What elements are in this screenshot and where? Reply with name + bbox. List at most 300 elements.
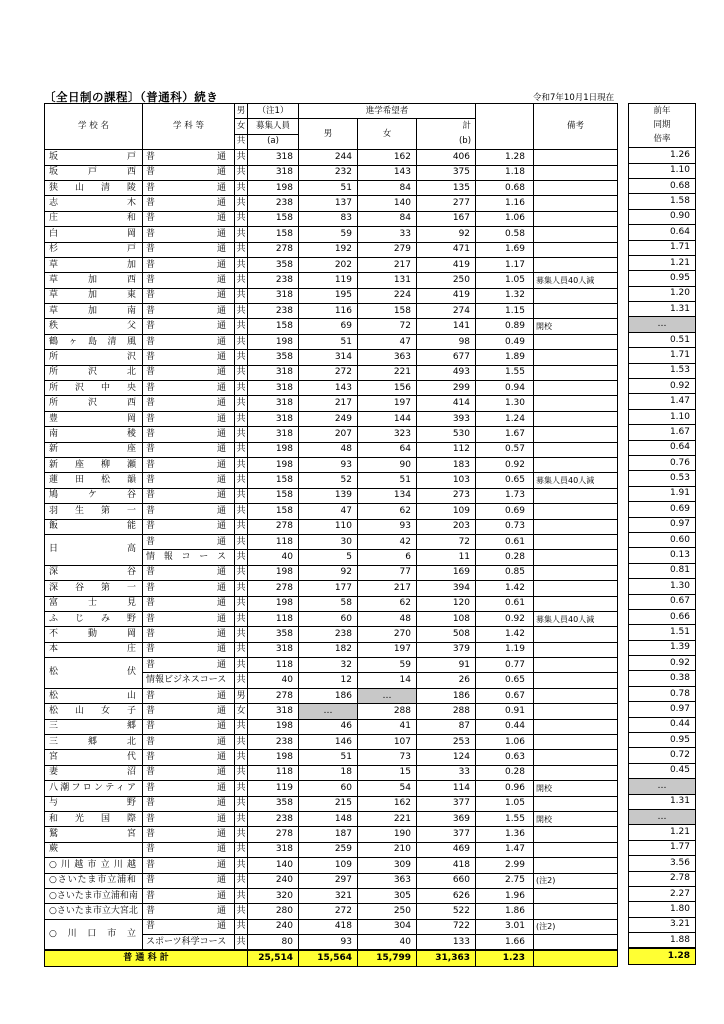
- remarks-note: [534, 888, 618, 903]
- male-count: 232: [299, 165, 358, 180]
- female-count: 131: [358, 273, 417, 288]
- remarks-note: [534, 396, 618, 411]
- female-count: 51: [358, 473, 417, 488]
- course-name: 普 通: [143, 781, 235, 796]
- prev-ratio-value: 0.64: [629, 225, 696, 240]
- remarks-note: [534, 442, 618, 457]
- total-count: 379: [417, 642, 476, 657]
- male-count: 109: [299, 858, 358, 873]
- capacity-value: 198: [248, 457, 299, 472]
- course-name: 普 通: [143, 304, 235, 319]
- sex-type: 共: [235, 673, 248, 688]
- prev-ratio-value: …: [629, 809, 696, 824]
- school-name: 深 谷 第 一: [45, 581, 143, 596]
- capacity-value: 238: [248, 811, 299, 826]
- course-name: 普 通: [143, 765, 235, 780]
- sex-type: 共: [235, 180, 248, 195]
- sex-type: 共: [235, 304, 248, 319]
- female-count: 59: [358, 658, 417, 673]
- table-row: [45, 765, 618, 780]
- course-name: 普 通: [143, 858, 235, 873]
- ratio-value: 1.30: [476, 396, 534, 411]
- remarks-note: 開校: [534, 319, 618, 334]
- capacity-value: 158: [248, 504, 299, 519]
- capacity-value: 318: [248, 381, 299, 396]
- table-row: [629, 594, 696, 609]
- sex-type: 共: [235, 288, 248, 303]
- remarks-note: [534, 180, 618, 195]
- male-count: 47: [299, 504, 358, 519]
- table-row: [45, 565, 618, 580]
- prev-ratio-value: 1.31: [629, 794, 696, 809]
- capacity-value: 280: [248, 904, 299, 919]
- total-count: 414: [417, 396, 476, 411]
- sex-type: 共: [235, 842, 248, 857]
- ratio-value: 1.36: [476, 827, 534, 842]
- total-count: 141: [417, 319, 476, 334]
- table-row: [45, 196, 618, 211]
- course-name: 普 通: [143, 719, 235, 734]
- header-course: 学 科 等: [143, 104, 235, 150]
- total-count: 167: [417, 211, 476, 226]
- course-name: 普 通: [143, 196, 235, 211]
- female-count: 40: [358, 935, 417, 951]
- capacity-value: 118: [248, 765, 299, 780]
- table-row: [45, 319, 618, 334]
- table-row: [45, 519, 618, 534]
- school-name: 本 庄: [45, 642, 143, 657]
- remarks-note: [534, 750, 618, 765]
- table-row: [629, 702, 696, 717]
- ratio-value: 0.58: [476, 227, 534, 242]
- table-row: [629, 363, 696, 378]
- ratio-value: 0.57: [476, 442, 534, 457]
- school-name: 坂 戸: [45, 150, 143, 165]
- header-prev-1: 前年: [629, 104, 696, 119]
- prev-ratio-value: 0.72: [629, 748, 696, 763]
- total-count: 394: [417, 581, 476, 596]
- sex-type: 共: [235, 165, 248, 180]
- course-name: 普 通: [143, 842, 235, 857]
- prev-ratio-value: 1.31: [629, 302, 696, 317]
- remarks-note: [534, 504, 618, 519]
- female-count: 15: [358, 765, 417, 780]
- remarks-note: [534, 796, 618, 811]
- female-count: 250: [358, 904, 417, 919]
- school-name: 八潮フロンティア: [45, 781, 143, 796]
- header-applicants: 進学希望者: [299, 104, 476, 119]
- total-count: 493: [417, 365, 476, 380]
- male-count: 59: [299, 227, 358, 242]
- header-cap-3: (a): [248, 134, 299, 149]
- school-name: 飯 能: [45, 519, 143, 534]
- capacity-value: 318: [248, 365, 299, 380]
- ratio-value: 0.92: [476, 457, 534, 472]
- capacity-value: 358: [248, 627, 299, 642]
- course-name: 普 通: [143, 180, 235, 195]
- course-name: 普 通: [143, 581, 235, 596]
- capacity-value: 358: [248, 350, 299, 365]
- total-count: 419: [417, 288, 476, 303]
- ratio-value: 0.85: [476, 565, 534, 580]
- capacity-value: 158: [248, 488, 299, 503]
- course-name: 普 通: [143, 904, 235, 919]
- male-count: 92: [299, 565, 358, 580]
- ratio-value: 1.67: [476, 427, 534, 442]
- prev-ratio-value: 1.47: [629, 394, 696, 409]
- male-count: 272: [299, 365, 358, 380]
- table-row: [629, 856, 696, 871]
- sex-type: 共: [235, 504, 248, 519]
- table-row: [629, 255, 696, 270]
- male-count: 110: [299, 519, 358, 534]
- table-row: [629, 394, 696, 409]
- sex-type: 共: [235, 935, 248, 951]
- table-row: [629, 548, 696, 563]
- sex-type: 共: [235, 211, 248, 226]
- school-name: 杉 戸: [45, 242, 143, 257]
- prev-ratio-value: 1.71: [629, 348, 696, 363]
- remarks-note: [534, 381, 618, 396]
- ratio-value: 1.15: [476, 304, 534, 319]
- capacity-value: 198: [248, 750, 299, 765]
- table-row: [45, 888, 618, 903]
- page-title: 〔全日制の課程〕（普通科）続き: [44, 90, 219, 104]
- school-name: 鳩 ケ 谷: [45, 488, 143, 503]
- course-name: 普 通: [143, 334, 235, 349]
- table-row: [45, 719, 618, 734]
- table-row: [629, 271, 696, 286]
- ratio-value: 0.61: [476, 534, 534, 549]
- school-name: 松 山: [45, 688, 143, 703]
- sex-type: 共: [235, 627, 248, 642]
- remarks-note: [534, 827, 618, 842]
- school-name: 所 沢: [45, 350, 143, 365]
- female-count: 144: [358, 411, 417, 426]
- course-name: 普 通: [143, 396, 235, 411]
- remarks-note: [534, 765, 618, 780]
- sex-type: 共: [235, 350, 248, 365]
- capacity-value: 318: [248, 842, 299, 857]
- capacity-value: 238: [248, 196, 299, 211]
- course-name: 普 通: [143, 381, 235, 396]
- course-name: 普 通: [143, 658, 235, 673]
- school-name: 松 伏: [45, 658, 143, 689]
- ratio-value: 0.61: [476, 596, 534, 611]
- school-name: 白 岡: [45, 227, 143, 242]
- female-count: 143: [358, 165, 417, 180]
- male-count: 217: [299, 396, 358, 411]
- ratio-value: 0.65: [476, 673, 534, 688]
- prev-ratio-value: 0.13: [629, 548, 696, 563]
- sex-type: 共: [235, 150, 248, 165]
- remarks-note: [534, 565, 618, 580]
- prev-ratio-value: 1.10: [629, 409, 696, 424]
- prev-ratio-value: 0.76: [629, 455, 696, 470]
- prev-ratio-value: 1.67: [629, 425, 696, 440]
- total-count: 203: [417, 519, 476, 534]
- male-count: 51: [299, 334, 358, 349]
- female-count: 42: [358, 534, 417, 549]
- sex-type: 共: [235, 611, 248, 626]
- capacity-value: 198: [248, 719, 299, 734]
- course-name: 普 通: [143, 211, 235, 226]
- male-count: 32: [299, 658, 358, 673]
- sex-type: 共: [235, 196, 248, 211]
- male-count: 186: [299, 688, 358, 703]
- header-total-2: (b): [417, 134, 476, 149]
- total-count: 112: [417, 442, 476, 457]
- total-count: 660: [417, 873, 476, 888]
- remarks-note: [534, 627, 618, 642]
- female-count: 14: [358, 673, 417, 688]
- remarks-note: [534, 688, 618, 703]
- school-name: 志 木: [45, 196, 143, 211]
- table-row: [629, 794, 696, 809]
- sex-type: 共: [235, 227, 248, 242]
- female-count: 54: [358, 781, 417, 796]
- table-row: [45, 304, 618, 319]
- school-name: ふ じ み 野: [45, 611, 143, 626]
- remarks-note: [534, 904, 618, 919]
- male-count: 5: [299, 550, 358, 565]
- female-count: 47: [358, 334, 417, 349]
- total-count: 522: [417, 904, 476, 919]
- total-count: 375: [417, 165, 476, 180]
- ratio-value: 1.17: [476, 257, 534, 272]
- female-count: 224: [358, 288, 417, 303]
- table-row: [629, 579, 696, 594]
- female-count: 77: [358, 565, 417, 580]
- table-row: [629, 886, 696, 901]
- ratio-value: 1.47: [476, 842, 534, 857]
- capacity-value: 278: [248, 581, 299, 596]
- female-count: 93: [358, 519, 417, 534]
- male-count: 52: [299, 473, 358, 488]
- table-row: [45, 873, 618, 888]
- total-ratio: 1.23: [476, 950, 534, 966]
- ratio-value: 3.01: [476, 919, 534, 934]
- sex-type: 共: [235, 411, 248, 426]
- remarks-note: [534, 673, 618, 688]
- course-name: 普 通: [143, 319, 235, 334]
- table-row: [629, 825, 696, 840]
- prev-ratio-value: 1.10: [629, 163, 696, 178]
- remarks-note: 募集人員40人減: [534, 273, 618, 288]
- ratio-value: 1.55: [476, 365, 534, 380]
- total-count: 253: [417, 735, 476, 750]
- male-count: 46: [299, 719, 358, 734]
- male-count: 244: [299, 150, 358, 165]
- table-row: [629, 609, 696, 624]
- sex-type: 共: [235, 750, 248, 765]
- remarks-note: [534, 288, 618, 303]
- table-row: [45, 427, 618, 442]
- remarks-note: [534, 596, 618, 611]
- prev-ratio-value: 1.51: [629, 625, 696, 640]
- school-name: 新 座 柳 瀬: [45, 457, 143, 472]
- ratio-value: 1.05: [476, 273, 534, 288]
- table-row: [45, 180, 618, 195]
- sex-type: 共: [235, 858, 248, 873]
- course-name: 普 通: [143, 350, 235, 365]
- school-name: 富 士 見: [45, 596, 143, 611]
- total-count: 120: [417, 596, 476, 611]
- ratio-value: 1.96: [476, 888, 534, 903]
- course-name: 普 通: [143, 735, 235, 750]
- header-prev-2: 同期: [629, 118, 696, 132]
- sex-type: 共: [235, 457, 248, 472]
- total-count: 91: [417, 658, 476, 673]
- prev-ratio-value: 1.30: [629, 579, 696, 594]
- sex-type: 共: [235, 550, 248, 565]
- remarks-note: [534, 550, 618, 565]
- total-remarks: [534, 950, 618, 966]
- header-sex-2: 女: [235, 119, 248, 134]
- prev-ratio-value: 2.78: [629, 871, 696, 886]
- table-row: [45, 904, 618, 919]
- male-count: 259: [299, 842, 358, 857]
- sex-type: 共: [235, 442, 248, 457]
- school-name: 所 沢 北: [45, 365, 143, 380]
- male-count: 177: [299, 581, 358, 596]
- table-row: [629, 471, 696, 486]
- female-count: 158: [358, 304, 417, 319]
- sex-type: 共: [235, 888, 248, 903]
- male-count: 18: [299, 765, 358, 780]
- prev-ratio-value: 1.71: [629, 240, 696, 255]
- ratio-value: 1.19: [476, 642, 534, 657]
- school-name: 松 山 女 子: [45, 704, 143, 719]
- female-count: 48: [358, 611, 417, 626]
- ratio-value: 1.32: [476, 288, 534, 303]
- applicants-table: [44, 103, 618, 967]
- prev-ratio-value: 1.21: [629, 825, 696, 840]
- school-name: 狭 山 清 陵: [45, 180, 143, 195]
- female-count: 279: [358, 242, 417, 257]
- table-row: [45, 796, 618, 811]
- table-row: [629, 317, 696, 332]
- course-name: 普 通: [143, 457, 235, 472]
- table-row: [629, 733, 696, 748]
- total-count: 92: [417, 227, 476, 242]
- male-count: 146: [299, 735, 358, 750]
- prev-ratio-value: 1.20: [629, 286, 696, 301]
- table-row: [629, 440, 696, 455]
- table-row: [45, 411, 618, 426]
- ratio-value: 0.94: [476, 381, 534, 396]
- male-count: 69: [299, 319, 358, 334]
- male-count: 60: [299, 611, 358, 626]
- remarks-note: [534, 411, 618, 426]
- ratio-value: 0.63: [476, 750, 534, 765]
- capacity-value: 158: [248, 211, 299, 226]
- capacity-value: 158: [248, 319, 299, 334]
- male-count: 314: [299, 350, 358, 365]
- female-count: 309: [358, 858, 417, 873]
- sex-type: 共: [235, 658, 248, 673]
- total-count: 288: [417, 704, 476, 719]
- ratio-value: 0.92: [476, 611, 534, 626]
- ratio-value: 0.49: [476, 334, 534, 349]
- total-prev-ratio: 1.28: [629, 948, 696, 964]
- table-row: [45, 288, 618, 303]
- female-count: 197: [358, 396, 417, 411]
- capacity-value: 118: [248, 658, 299, 673]
- table-row: [45, 688, 618, 703]
- table-row: [629, 163, 696, 178]
- female-count: 323: [358, 427, 417, 442]
- prev-ratio-value: …: [629, 317, 696, 332]
- remarks-note: [534, 519, 618, 534]
- female-count: 84: [358, 180, 417, 195]
- course-name: 普 通: [143, 888, 235, 903]
- course-name: 普 通: [143, 627, 235, 642]
- sex-type: 共: [235, 596, 248, 611]
- female-count: 90: [358, 457, 417, 472]
- school-name: 和 光 国 際: [45, 811, 143, 826]
- capacity-value: 240: [248, 873, 299, 888]
- table-row: [45, 827, 618, 842]
- male-count: 192: [299, 242, 358, 257]
- table-row: [629, 532, 696, 547]
- total-count: 186: [417, 688, 476, 703]
- capacity-value: 318: [248, 396, 299, 411]
- course-name: 普 通: [143, 796, 235, 811]
- ratio-value: 2.75: [476, 873, 534, 888]
- table-row: [45, 396, 618, 411]
- school-name: 草 加 東: [45, 288, 143, 303]
- capacity-value: 158: [248, 473, 299, 488]
- sex-type: 共: [235, 765, 248, 780]
- table-row: [45, 442, 618, 457]
- total-count: 109: [417, 504, 476, 519]
- remarks-note: [534, 735, 618, 750]
- header-sex-1: 男: [235, 104, 248, 119]
- ratio-value: 0.73: [476, 519, 534, 534]
- ratio-value: 1.18: [476, 165, 534, 180]
- capacity-value: 358: [248, 796, 299, 811]
- table-row: [45, 704, 618, 719]
- total-count: 273: [417, 488, 476, 503]
- prev-ratio-value: 0.66: [629, 609, 696, 624]
- capacity-value: 278: [248, 827, 299, 842]
- header-male: 男: [299, 119, 358, 150]
- male-count: 202: [299, 257, 358, 272]
- total-female: 15,799: [358, 950, 417, 966]
- course-name: 普 通: [143, 473, 235, 488]
- female-count: …: [358, 688, 417, 703]
- school-name: 秩 父: [45, 319, 143, 334]
- remarks-note: [534, 719, 618, 734]
- female-count: 162: [358, 150, 417, 165]
- table-row: [45, 504, 618, 519]
- prev-ratio-value: 0.69: [629, 502, 696, 517]
- female-count: 41: [358, 719, 417, 734]
- total-row: [45, 950, 618, 966]
- female-count: 107: [358, 735, 417, 750]
- female-count: 73: [358, 750, 417, 765]
- table-row: [45, 811, 618, 826]
- female-count: 33: [358, 227, 417, 242]
- prev-ratio-value: 0.95: [629, 271, 696, 286]
- female-count: 64: [358, 442, 417, 457]
- total-count: 114: [417, 781, 476, 796]
- ratio-value: 1.16: [476, 196, 534, 211]
- ratio-value: 1.24: [476, 411, 534, 426]
- table-row: [45, 919, 618, 934]
- prev-ratio-value: 1.58: [629, 194, 696, 209]
